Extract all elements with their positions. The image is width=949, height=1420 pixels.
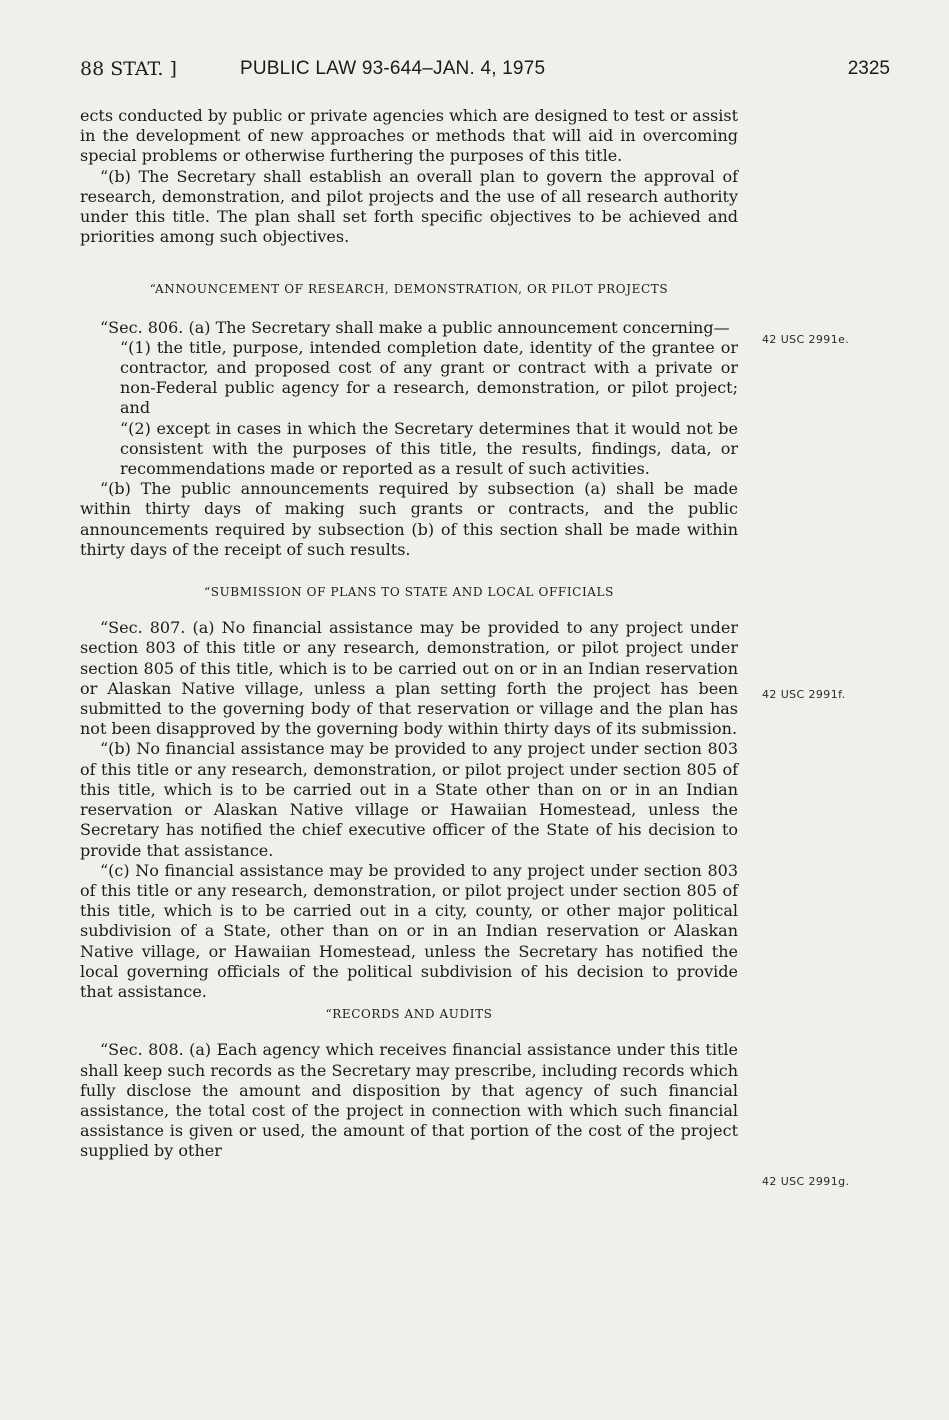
document-body [80, 106, 738, 1162]
section-heading-submission: “SUBMISSION OF PLANS TO STATE AND LOCAL OFFICIALS [204, 585, 614, 600]
paragraph-805b: “(b) The Secretary shall establish an overall plan to govern the approval of research, demonstration, and pilot projects and the use of all research authority under this title. The plan shall set forth specific objectives to be achieved and priorities among such objectives. [80, 166, 738, 247]
margin-citation-2991e: 42 USC 2991e. [762, 333, 850, 346]
statute-volume: 88 STAT. ] [80, 58, 177, 80]
paragraph-806b: “(b) The public announcements required by subsection (a) shall be made within thirty days of making such grants or contracts, and the public announcements required by subsection (b) of this section shall be made within thirty days of the receipt of such results. [80, 479, 738, 559]
paragraph-806a2: “(2) except in cases in which the Secretary determines that it would not be consistent with the purposes of this title, the results, findings, data, or recommendations made or reported as a result of such activities. [120, 418, 738, 479]
paragraph-806a: “Sec. 806. (a) The Secretary shall make a public announcement concerning— [100, 317, 730, 337]
paragraph-continuation: ects conducted by public or private agencies which are designed to test or assist in the development of new approaches or methods that will aid in overcoming special problems or otherwise furthering the purposes of this title. [80, 106, 738, 166]
section-heading-records: “RECORDS AND AUDITS [325, 1007, 493, 1022]
page-number: 2325 [847, 58, 890, 79]
margin-citation-2991g: 42 USC 2991g. [762, 1175, 850, 1188]
page-header [80, 58, 890, 88]
paragraph-808a: “Sec. 808. (a) Each agency which receives financial assistance under this title shall keep such records as the Secretary may prescribe, including records which fully disclose the amount and disposition by that agency of such financial assistance, the total cost of the project in connection with which such financial assistance is given or used, the amount of that portion of the cost of the project supplied by other [80, 1040, 738, 1161]
section-heading-announcement: “ANNOUNCEMENT OF RESEARCH, DEMONSTRATION, OR PILOT PROJECTS [149, 282, 669, 297]
paragraph-807c: “(c) No financial assistance may be provided to any project under section 803 of this title or any research, demonstration, or pilot project under section 805 of this title, which is to be carried out in a city, county, or other major political subdivision of a State, other than on or in an Indian reservation or Alaskan Native village, or Hawaiian Homestead, unless the Secretary has notified the local governing officials of the political subdivision of his decision to provide that assistance. [80, 860, 738, 1001]
law-title: PUBLIC LAW 93-644–JAN. 4, 1975 [240, 58, 546, 79]
paragraph-807b: “(b) No financial assistance may be provided to any project under section 803 of this title or any research, demonstration, or pilot project under section 805 of this title, which is to be carried out in a State other than on or in an Indian reservation or Alaskan Native village or Hawaiian Homestead, unless the Secretary has notified the chief executive officer of the State of his decision to provide that assistance. [80, 739, 738, 860]
paragraph-806a1: “(1) the title, purpose, intended completion date, identity of the grantee or contractor, and proposed cost of any grant or contract with a private or non-Federal public agency for a research, demonstration, or pilot project; and [120, 337, 738, 418]
margin-citation-2991f: 42 USC 2991f. [762, 688, 846, 701]
paragraph-807a: “Sec. 807. (a) No financial assistance may be provided to any project under section 803 of this title or any research, demonstration, or pilot project under section 805 of this title, which is to be carried out on or in an Indian reservation or Alaskan Native village, unless a plan setting forth the project has been submitted to the governing body of that reservation or village and the plan has not been disapproved by the governing body within thirty days of its submission. [80, 618, 738, 739]
